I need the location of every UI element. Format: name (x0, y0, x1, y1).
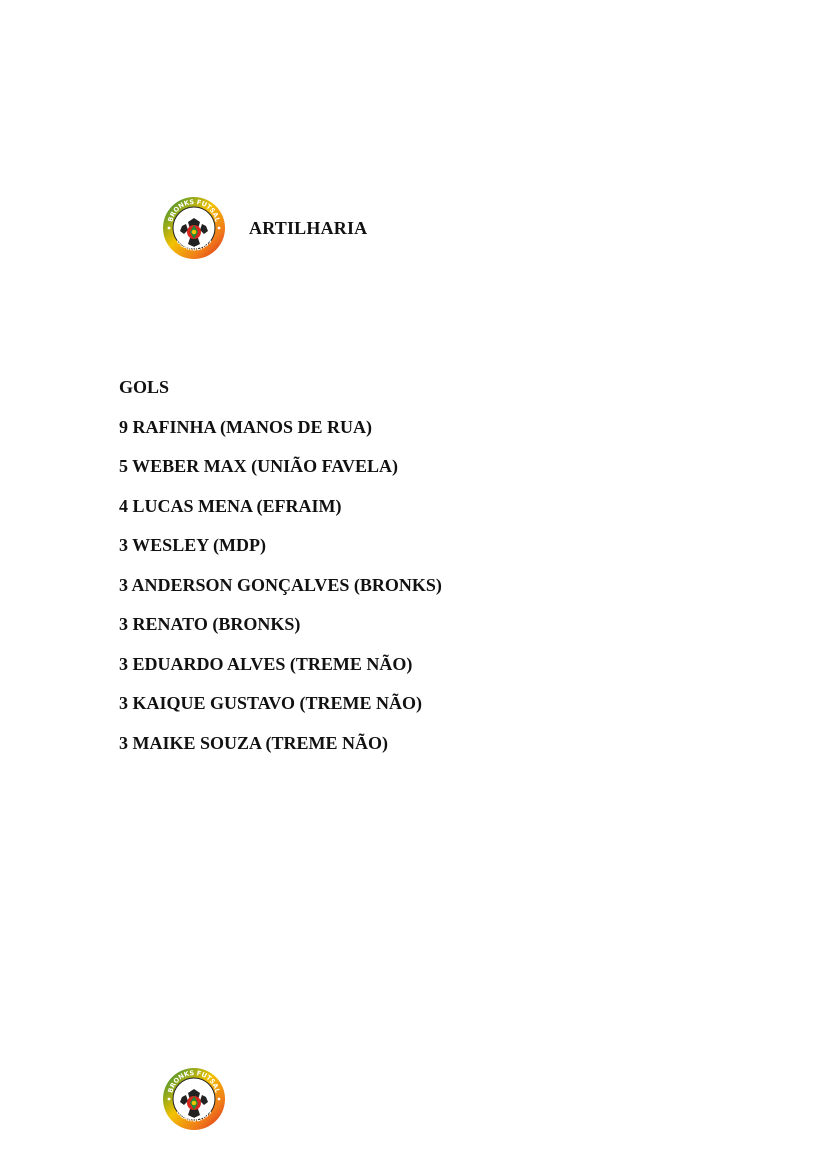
scorer-row: 9 RAFINHA (MANOS DE RUA) (119, 416, 372, 437)
scorers-title: GOLS (119, 377, 170, 397)
scorer-row: 4 LUCAS MENA (EFRAIM) (119, 495, 342, 516)
league-logo-top (162, 196, 226, 260)
futsal-crest-icon (162, 196, 226, 260)
futsal-crest-icon (162, 1067, 226, 1131)
page-title: ARTILHARIA (249, 218, 368, 238)
scorers-list (119, 416, 442, 754)
logo-ring-bottom-text: GUARULHOS (174, 1108, 214, 1124)
scorer-row: 3 RENATO (BRONKS) (119, 614, 301, 634)
scorer-row: 5 WEBER MAX (UNIÃO FAVELA) (119, 456, 399, 476)
scorer-row: 3 EDUARDO ALVES (TREME NÃO) (119, 653, 413, 674)
scorer-row: 3 MAIKE SOUZA (TREME NÃO) (119, 732, 389, 753)
league-logo-bottom (162, 1067, 226, 1131)
logo-ring-top-text: BRONKS FUTSAL (166, 1068, 222, 1094)
scorers-section (119, 376, 442, 771)
logo-ring-top-text: BRONKS FUTSAL (166, 197, 222, 223)
scorer-row: 3 ANDERSON GONÇALVES (BRONKS) (119, 574, 442, 595)
scorer-row: 3 WESLEY (MDP) (119, 535, 267, 555)
scorer-row: 3 KAIQUE GUSTAVO (TREME NÃO) (119, 693, 423, 713)
logo-ring-bottom-text: GUARULHOS (174, 237, 214, 253)
